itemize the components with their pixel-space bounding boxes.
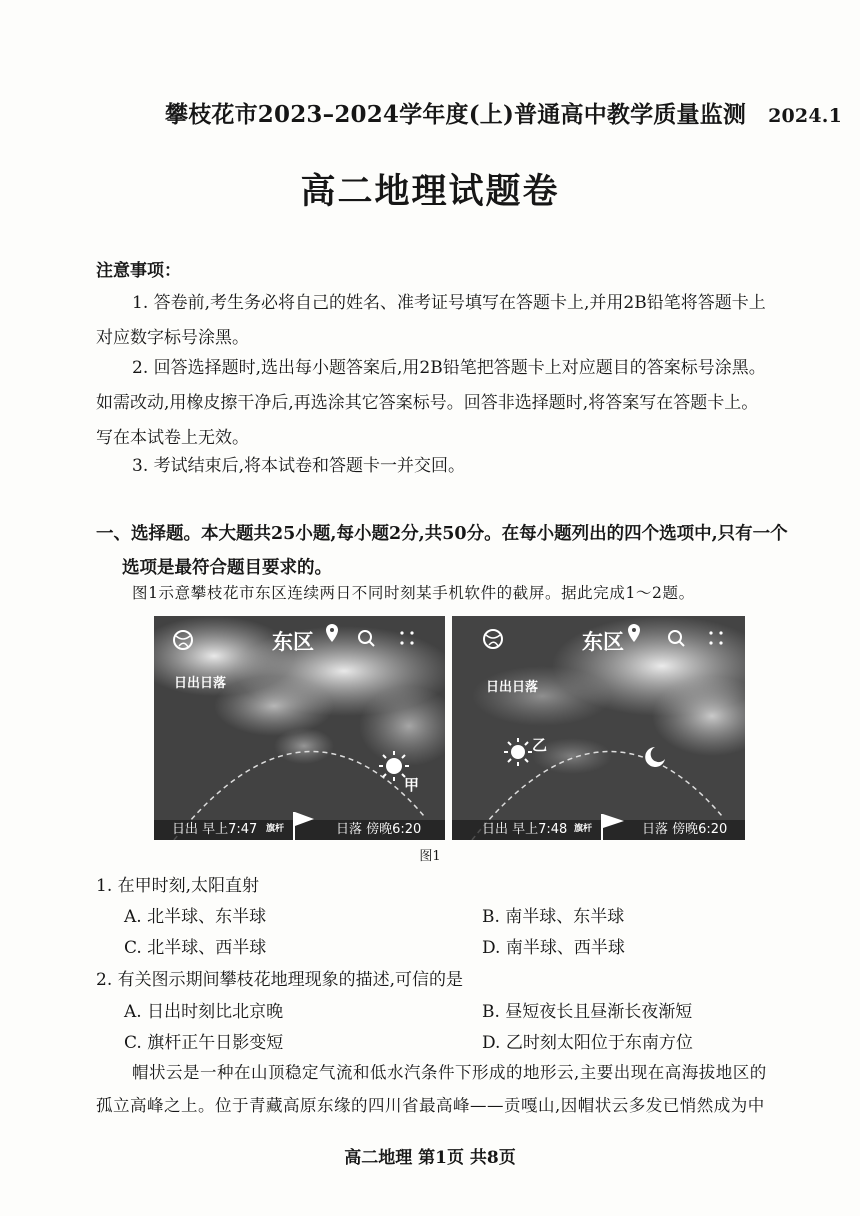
exam-header xyxy=(165,96,842,129)
exam-date: 2024.1 xyxy=(768,105,843,127)
sunset-time: 日落 傍晚6:20 xyxy=(336,822,422,837)
passage-line-2: 孤立高峰之上。位于青藏高原东缘的四川省最高峰——贡嘎山,因帽状云多发已悄然成为中 xyxy=(96,1096,765,1115)
reading-passage xyxy=(96,1056,810,1122)
notice-item-3 xyxy=(96,449,810,484)
notice-item-2-line-2: 如需改动,用橡皮擦干净后,再选涂其它答案标号。回答非选择题时,将答案写在答题卡上。 xyxy=(96,393,759,413)
location-name: 东区 xyxy=(272,630,314,654)
flag-label: 旗杆 xyxy=(574,824,593,834)
question-1-option-d: D. 南半球、西半球 xyxy=(482,938,625,958)
page-footer: 高二地理 第1页 共8页 xyxy=(344,1148,516,1168)
notice-item-2-line-1: 2. 回答选择题时,选出每小题答案后,用2B铅笔把答题卡上对应题目的答案标号涂黑。 xyxy=(132,358,766,378)
question-2-option-c: C. 旗杆正午日影变短 xyxy=(124,1033,284,1053)
notice-item-1-line-1: 1. 答卷前,考生务必将自己的姓名、准考证号填写在答题卡上,并用2B铅笔将答题卡上 xyxy=(132,293,766,313)
sun-marker-label: 甲 xyxy=(404,776,420,794)
figure-screenshot-right xyxy=(452,616,745,840)
sunrise-time: 日出 早上7:47 xyxy=(172,822,258,837)
question-1-option-c: C. 北半球、西半球 xyxy=(124,938,267,958)
figure-caption: 图1 xyxy=(419,849,441,864)
exam-header-title: 攀枝花市2023–2024学年度(上)普通高中教学质量监测 xyxy=(165,101,747,128)
sunrise-time: 日出 早上7:48 xyxy=(482,822,568,837)
notice-item-2 xyxy=(96,351,810,456)
figure-intro: 图1示意攀枝花市东区连续两日不同时刻某手机软件的截屏。据此完成1～2题。 xyxy=(132,584,695,602)
figure-screenshot-left xyxy=(154,616,445,840)
sunset-time: 日落 傍晚6:20 xyxy=(642,822,728,837)
question-1-option-b: B. 南半球、东半球 xyxy=(482,907,625,927)
section-heading-line-2: 选项是最符合题目要求的。 xyxy=(122,558,332,578)
passage-line-1: 帽状云是一种在山顶稳定气流和低水汽条件下形成的地形云,主要出现在高海拔地区的 xyxy=(132,1063,767,1082)
sun-marker-label: 乙 xyxy=(532,736,548,754)
location-name: 东区 xyxy=(582,630,624,654)
question-2-option-d: D. 乙时刻太阳位于东南方位 xyxy=(482,1033,693,1053)
question-2-option-a: A. 日出时刻比北京晚 xyxy=(124,1002,284,1022)
page-title: 高二地理试题卷 xyxy=(300,171,560,212)
question-2-option-b: B. 昼短夜长且昼渐长夜渐短 xyxy=(482,1002,693,1022)
question-2-stem: 2. 有关图示期间攀枝花地理现象的描述,可信的是 xyxy=(96,970,464,990)
notice-item-2-line-3: 写在本试卷上无效。 xyxy=(96,428,249,448)
section-heading-line-1: 一、选择题。本大题共25小题,每小题2分,共50分。在每小题列出的四个选项中,只有一个 xyxy=(96,524,788,544)
flag-label: 旗杆 xyxy=(266,824,285,834)
sunrise-sunset-label: 日出日落 xyxy=(174,676,227,691)
question-1-stem: 1. 在甲时刻,太阳直射 xyxy=(96,876,260,896)
notice-item-1-line-2: 对应数字标号涂黑。 xyxy=(96,328,249,348)
question-1-option-a: A. 北半球、东半球 xyxy=(124,907,267,927)
section-heading xyxy=(96,517,810,585)
notice-heading: 注意事项： xyxy=(96,261,181,281)
notice-item-1 xyxy=(96,286,810,356)
notice-item-3-line-1: 3. 考试结束后,将本试卷和答题卡一并交回。 xyxy=(132,456,466,476)
sunrise-sunset-label: 日出日落 xyxy=(486,680,539,695)
